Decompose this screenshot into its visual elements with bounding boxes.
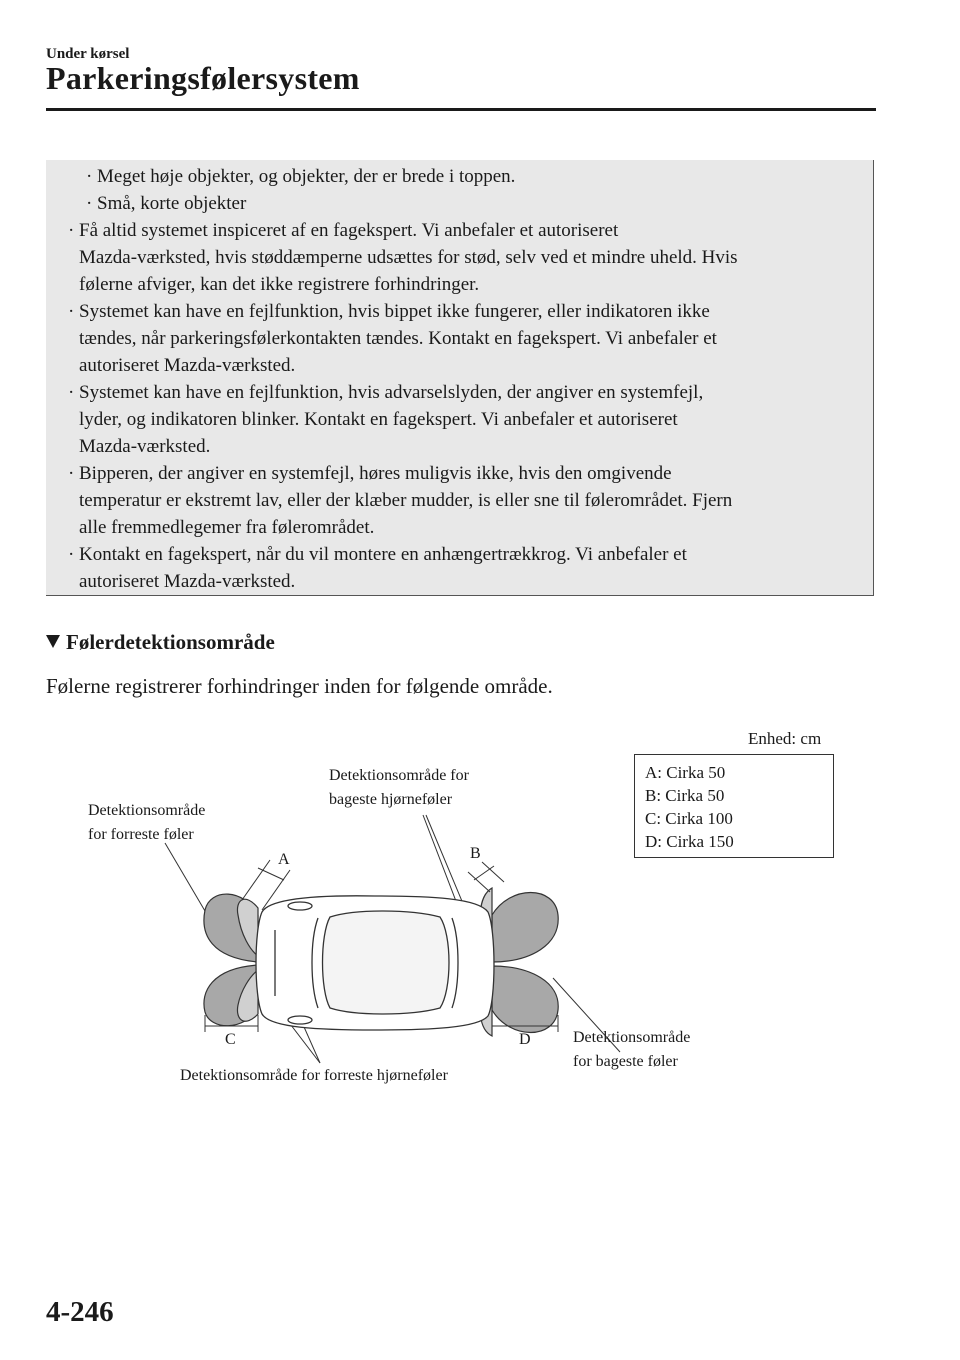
rear-sensor-zone-lower <box>492 966 558 1033</box>
section-heading: Følerdetektionsområde <box>46 630 275 655</box>
section-header: Under kørsel <box>46 46 130 62</box>
caution-bullet-continuation: temperatur er ekstremt lav, eller der klæber mudder, is eller sne til følerområdet. Fjern <box>79 490 733 511</box>
mirror-left <box>288 902 312 910</box>
caution-bullet-continuation: Mazda-værksted. <box>79 436 211 457</box>
dimension-b <box>468 862 504 892</box>
bullet-dot-icon: · <box>86 166 93 187</box>
page-number: 4-246 <box>46 1296 114 1328</box>
bullet-dot-icon: · <box>68 301 75 322</box>
dimension-letter-c: C <box>225 1031 236 1048</box>
caution-bullet-continuation: alle fremmedlegemer fra følerområdet. <box>79 517 375 538</box>
caution-bullet: · Få altid systemet inspiceret af en fagekspert. Vi anbefaler et autoriseret <box>79 217 618 244</box>
caution-bullet-continuation: Mazda-værksted, hvis støddæmperne udsættes for stød, selv ved et mindre uheld. Hvis <box>79 247 738 268</box>
bullet-dot-icon: · <box>86 193 93 214</box>
legend-item-a: A: Cirka 50 <box>645 763 726 782</box>
caution-bullet-continuation: tændes, når parkeringsfølerkontakten tændes. Kontakt en fagekspert. Vi anbefaler et <box>79 328 717 349</box>
label-front-corner-sensor: Detektionsområde for forreste hjørneføler <box>180 1067 448 1084</box>
caution-bullet: · Kontakt en fagekspert, når du vil montere en anhængertrækkrog. Vi anbefaler et <box>79 541 687 568</box>
label-rear-corner-sensor: Detektionsområde for bageste hjørneføler <box>329 767 469 808</box>
legend-item-d: D: Cirka 150 <box>645 832 734 851</box>
caution-bullet-continuation: autoriseret Mazda-værksted. <box>79 355 296 376</box>
caution-bullet: · Meget høje objekter, og objekter, der er brede i toppen. <box>97 163 515 190</box>
caution-bullet: · Systemet kan have en fejlfunktion, hvis bippet ikke fungerer, eller indikatoren ikke <box>79 298 710 325</box>
bullet-dot-icon: · <box>68 544 75 565</box>
caution-bullet: · Systemet kan have en fejlfunktion, hvis advarselslyden, der angiver en systemfejl, <box>79 379 703 406</box>
mirror-right <box>288 1016 312 1024</box>
section-body: Følerne registrerer forhindringer inden for følgende område. <box>46 674 553 698</box>
front-zones <box>204 894 258 1026</box>
rear-sensor-zone-upper <box>492 893 558 963</box>
unit-label: Enhed: cm <box>748 729 822 748</box>
bullet-dot-icon: · <box>68 382 75 403</box>
page-title: Parkeringsfølersystem <box>46 60 360 96</box>
car-top-view <box>256 896 494 1030</box>
dimension-letter-b: B <box>470 845 481 862</box>
legend-item-b: B: Cirka 50 <box>645 786 725 805</box>
caution-bullet-continuation: følerne afviger, kan det ikke registrere forhindringer. <box>79 274 480 295</box>
dimension-letter-d: D <box>519 1031 531 1048</box>
dimension-letter-a: A <box>278 851 290 868</box>
car-roof <box>323 911 450 1014</box>
caution-bullet: · Bipperen, der angiver en systemfejl, høres muligvis ikke, hvis den omgivende <box>79 460 672 487</box>
caution-bullet-continuation: autoriseret Mazda-værksted. <box>79 571 296 592</box>
label-rear-sensor: Detektionsområde for bageste føler <box>573 1029 691 1070</box>
caution-bullet-continuation: lyder, og indikatoren blinker. Kontakt en fagekspert. Vi anbefaler et autoriseret <box>79 409 678 430</box>
label-front-sensor: Detektionsområde for forreste føler <box>88 802 206 843</box>
bullet-dot-icon: · <box>68 220 75 241</box>
legend-item-c: C: Cirka 100 <box>645 809 733 828</box>
bullet-dot-icon: · <box>68 463 75 484</box>
caution-bullet: · Små, korte objekter <box>97 190 246 217</box>
